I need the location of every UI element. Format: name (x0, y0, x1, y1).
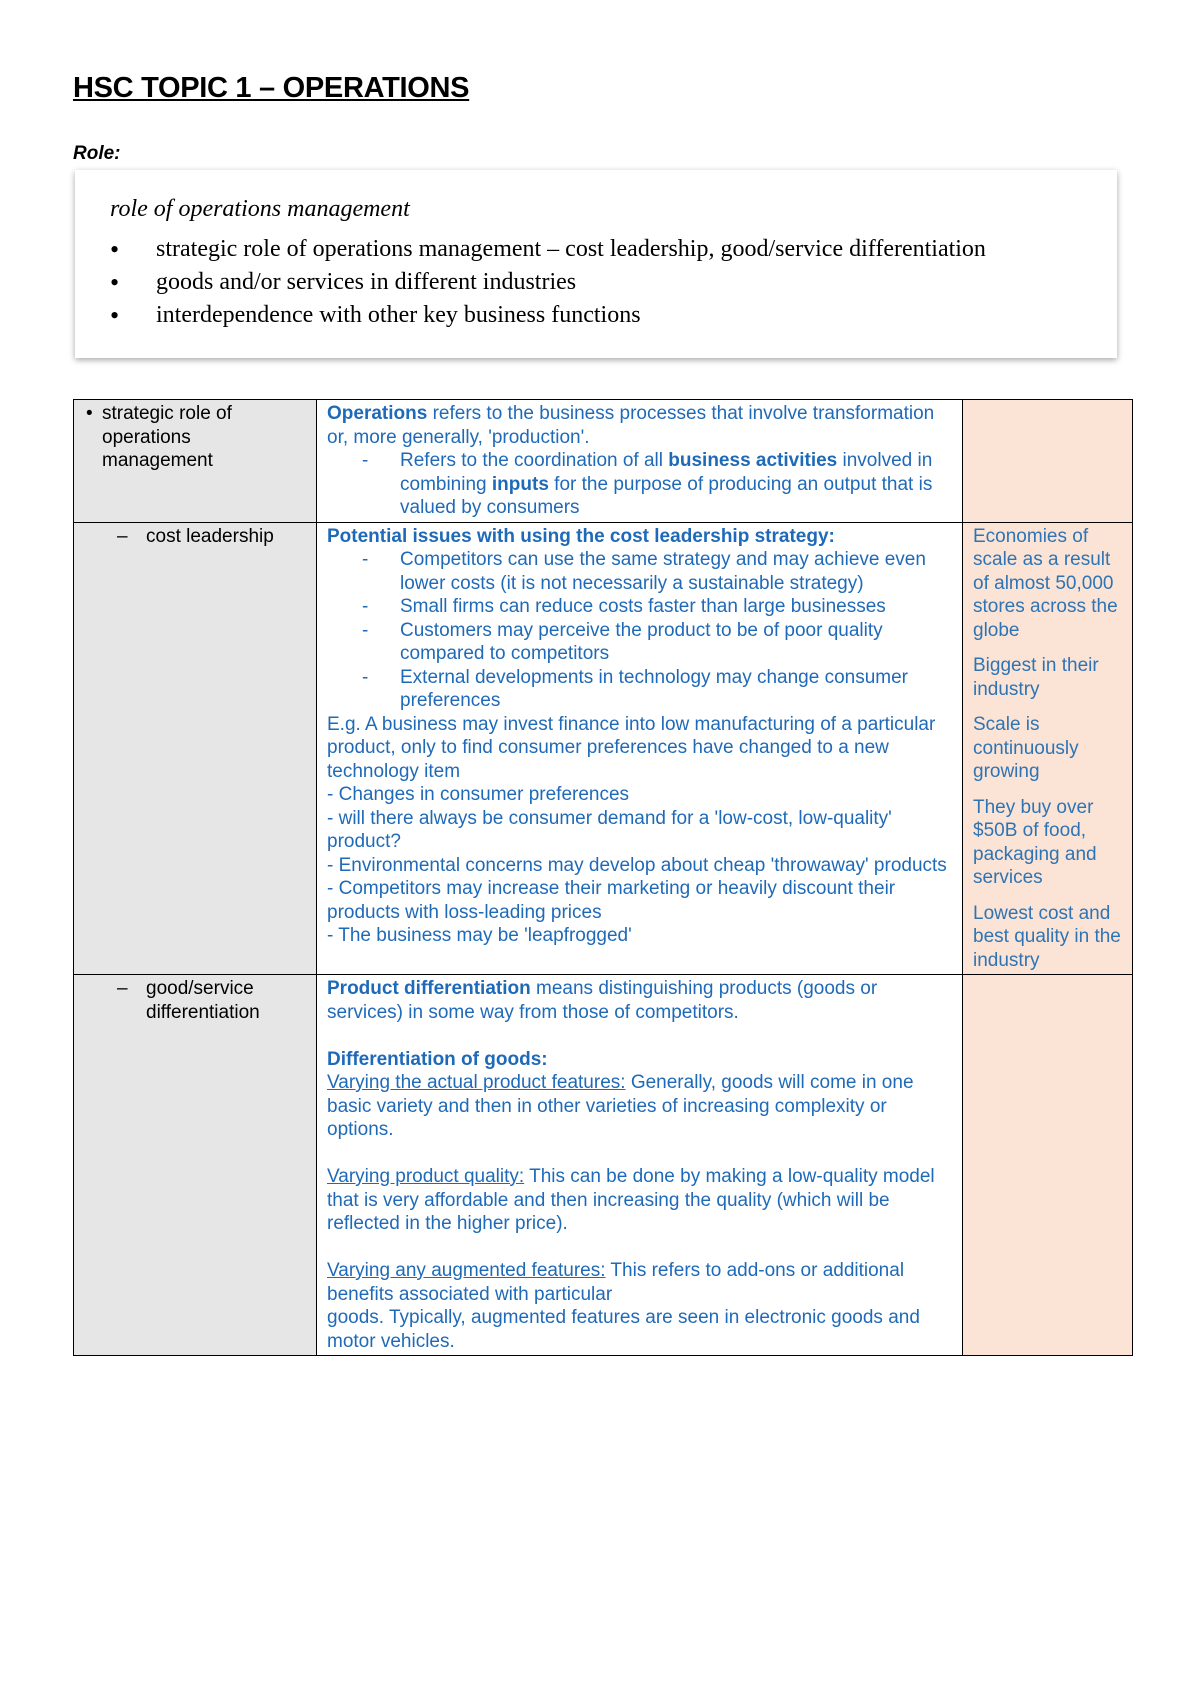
issues-heading (327, 525, 952, 549)
list-item: - Customers may perceive the product to be of poor quality compared to competitors (400, 619, 952, 666)
side-notes-cell (963, 975, 1133, 1356)
list-item: - Environmental concerns may develop about cheap 'throwaway' products (327, 854, 947, 876)
row-notes-cell (317, 400, 963, 523)
table-row (74, 975, 1133, 1356)
list-item: - Competitors can use the same strategy and may achieve even lower costs (it is not necessarily a sustainable strategy) (400, 548, 952, 595)
row-label-cell (74, 522, 317, 975)
table-row (74, 400, 1133, 523)
list-item: - The business may be 'leapfrogged' (327, 925, 632, 946)
syllabus-item: • interdependence with other key business functions (110, 299, 1117, 332)
side-note: Biggest in their industry (973, 655, 1099, 700)
page-title: HSC TOPIC 1 – OPERATIONS (73, 72, 470, 104)
dash-list (327, 449, 952, 520)
differentiation-heading (327, 1048, 952, 1072)
text-span: This can be done by making a low-quality model that is very affordable and then increasing the quality (which will be reflected in the higher price). (327, 1166, 935, 1234)
operations-term: Operations (327, 403, 428, 424)
side-note: They buy over $50B of food, packaging and services (973, 796, 1097, 888)
operations-definition (327, 402, 952, 449)
underlined-term: Varying any augmented features: (327, 1260, 606, 1281)
row-notes-cell (317, 975, 963, 1356)
text-span: for the purpose of producing an output that is valued by consumers (400, 473, 933, 518)
underlined-term: Varying product quality: (327, 1166, 525, 1187)
row-label-differentiation: – good/service differentiation (84, 977, 306, 1024)
syllabus-item: • goods and/or services in different industries (110, 266, 1117, 299)
list-item: - Changes in consumer preferences (327, 784, 630, 805)
operations-text: refers to the business processes that involve transformation or, more generally, 'production'. (327, 403, 935, 448)
syllabus-box (75, 170, 1117, 358)
list-item: - Competitors may increase their marketing or heavily discount their products with loss-leading prices (327, 878, 896, 923)
feature-paragraph (327, 1071, 952, 1142)
table-row (74, 522, 1133, 975)
role-label: Role: (73, 143, 121, 164)
list-item (400, 449, 952, 520)
text-span: involved in combining (400, 450, 933, 495)
row-label-cost-leadership: – cost leadership (84, 525, 306, 549)
dash-list (327, 548, 952, 713)
syllabus-heading: role of operations management (110, 196, 410, 222)
side-note: Lowest cost and best quality in the industry (973, 902, 1121, 971)
underlined-term: Varying the actual product features: (327, 1072, 626, 1093)
text-span: This refers to add-ons or additional benefits associated with particular (327, 1260, 905, 1305)
feature-paragraph-continued: goods. Typically, augmented features are seen in electronic goods and motor vehicles. (327, 1307, 920, 1352)
side-note: Scale is continuously growing (973, 714, 1079, 782)
side-note: Economies of scale as a result of almost 50,000 stores across the globe (973, 525, 1118, 641)
row-label-strategic-role: • strategic role of operations management (84, 402, 306, 473)
bold-term: inputs (491, 473, 549, 495)
list-item: - External developments in technology may change consumer preferences (400, 666, 952, 713)
side-notes-cell (963, 400, 1133, 523)
row-label-cell (74, 400, 317, 523)
bold-term: Product differentiation (327, 978, 531, 999)
bold-term: business activities (668, 450, 838, 471)
text-span: means distinguishing products (goods or services) in some way from those of competitors. (327, 978, 878, 1023)
syllabus-list (110, 233, 1117, 332)
row-notes-cell (317, 522, 963, 975)
syllabus-item: • strategic role of operations management – cost leadership, good/service differentiation (110, 233, 1117, 266)
text-span: Refers to the coordination of all (400, 450, 669, 471)
row-label-cell (74, 975, 317, 1356)
feature-paragraph (327, 1165, 952, 1236)
example-text: E.g. A business may invest finance into low manufacturing of a particular product, only to find consumer preferences have changed to a new technology item (327, 713, 936, 782)
side-notes-cell (963, 522, 1133, 975)
heading-text: Potential issues with using the cost leadership strategy: (327, 525, 835, 547)
product-differentiation-definition (327, 977, 952, 1024)
text-span: Generally, goods will come in one basic variety and then in other varieties of increasing complexity or options. (327, 1072, 914, 1140)
feature-paragraph (327, 1259, 952, 1306)
list-item: - Small firms can reduce costs faster than large businesses (400, 595, 952, 619)
notes-table (73, 399, 1133, 1356)
heading-text: Differentiation of goods: (327, 1048, 548, 1070)
list-item: - will there always be consumer demand for a 'low-cost, low-quality' product? (327, 807, 892, 852)
